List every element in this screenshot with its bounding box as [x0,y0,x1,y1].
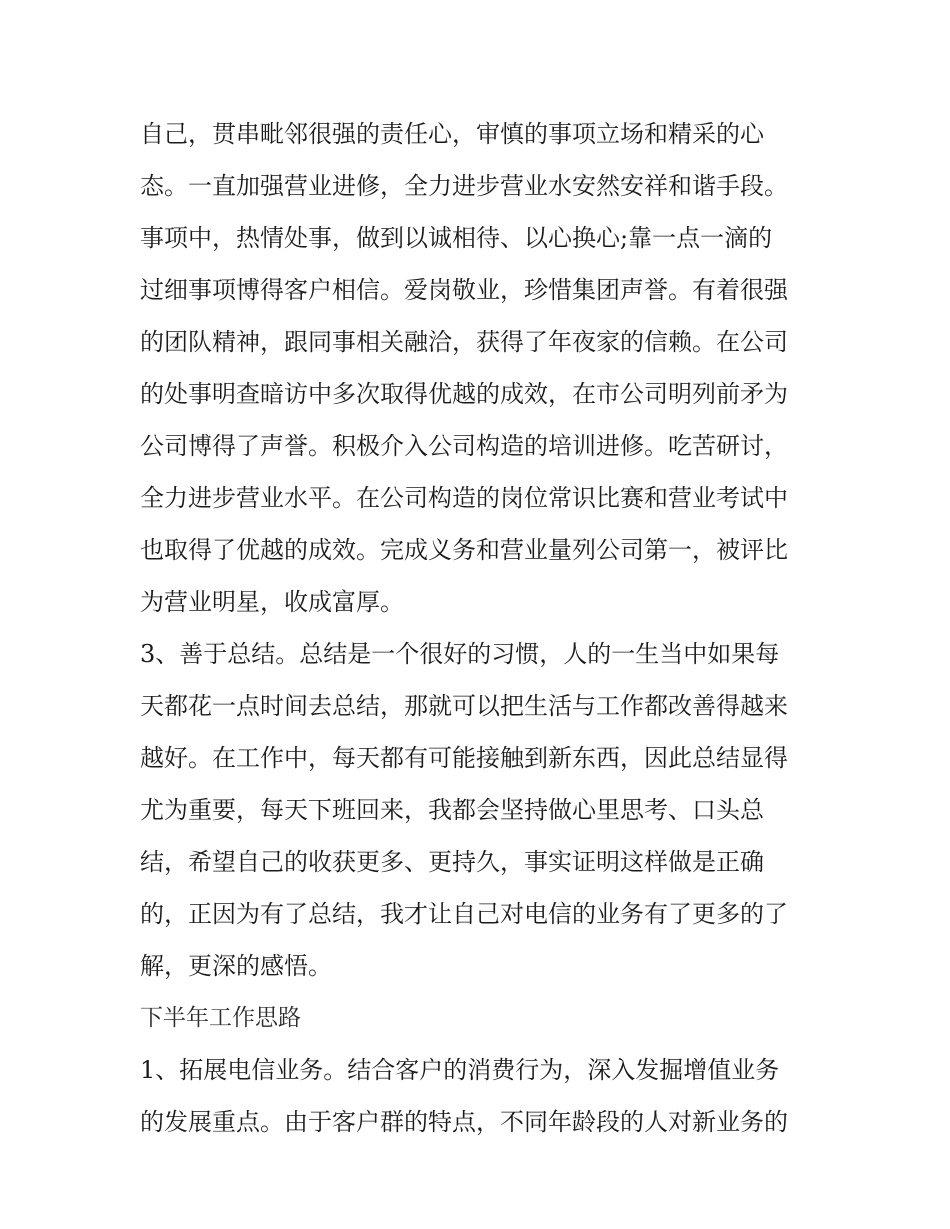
text-line: 天都花一点时间去总结，那就可以把生活与工作都改善得越来 [140,692,788,720]
text-line: 全力进步营业水平。在公司构造的岗位常识比赛和营业考试中 [140,484,788,512]
text-line: 的处事明查暗访中多次取得优越的成效，在市公司明列前矛为 [140,380,788,408]
text-line: 结，希望自己的收获更多、更持久，事实证明这样做是正确 [140,848,764,876]
text-line: 事项中，热情处事，做到以诚相待、以心换心;靠一点一滴的 [140,224,773,252]
body-text [140,108,820,1148]
text-line: 的，正因为有了总结，我才让自己对电信的业务有了更多的了 [140,900,788,928]
text-line: 的发展重点。由于客户群的特点，不同年龄段的人对新业务的 [140,1108,788,1136]
text-line: 为营业明星，收成富厚。 [140,588,404,616]
text-line: 的团队精神，跟同事相关融洽，获得了年夜家的信赖。在公司 [140,328,788,356]
text-line: 公司博得了声誉。积极介入公司构造的培训进修。吃苦研讨， [140,432,788,460]
text-line: 1、拓展电信业务。结合客户的消费行为，深入发掘增值业务 [140,1056,780,1084]
section-heading: 下半年工作思路 [140,1005,301,1031]
text-line: 也取得了优越的成效。完成义务和营业量列公司第一，被评比 [140,536,788,564]
text-line: 过细事项博得客户相信。爱岗敬业，珍惜集团声誉。有着很强 [140,276,788,304]
text-line: 自己，贯串毗邻很强的责任心，审慎的事项立场和精采的心 [140,120,764,148]
text-line: 解，更深的感悟。 [140,952,332,980]
text-line: 尤为重要，每天下班回来，我都会坚持做心里思考、口头总 [140,796,764,824]
text-line: 态。一直加强营业进修，全力进步营业水安然安祥和谐手段。 [140,172,788,200]
text-line: 越好。在工作中，每天都有可能接触到新东西，因此总结显得 [140,744,788,772]
text-line: 3、善于总结。总结是一个很好的习惯，人的一生当中如果每 [140,640,780,668]
